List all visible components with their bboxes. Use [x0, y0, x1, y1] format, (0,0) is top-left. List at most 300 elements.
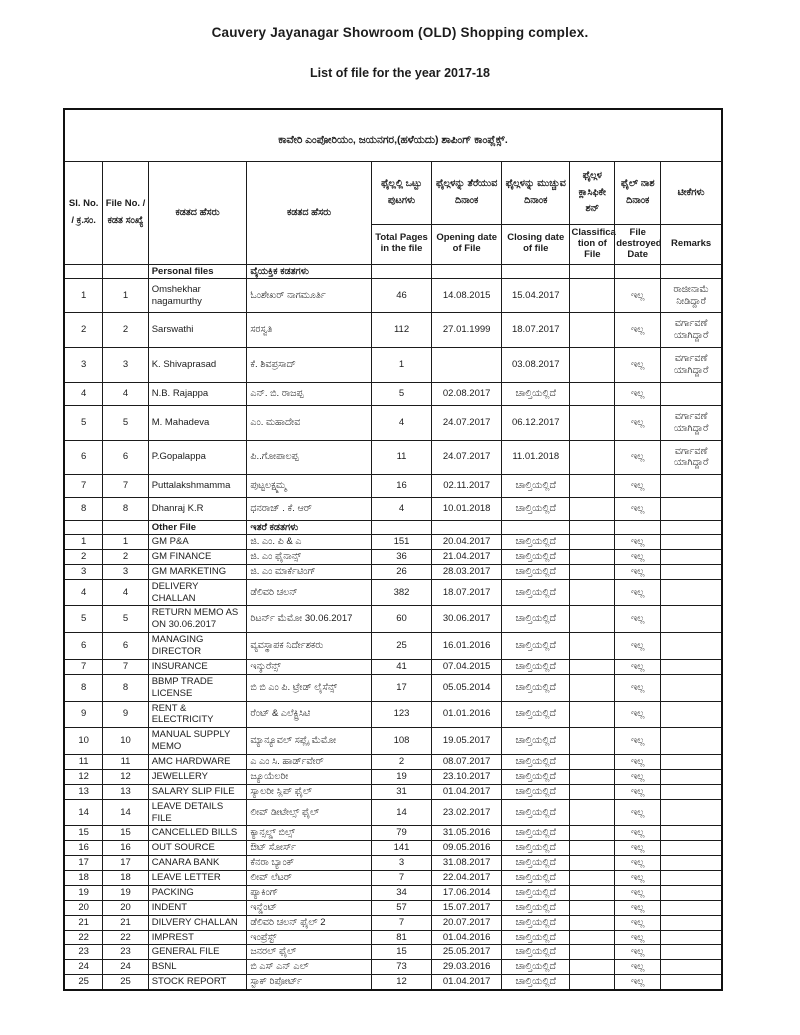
cell-pages: 15: [371, 945, 432, 960]
cell-name_kn: ಲೀವ್ ಡೀಟೇಲ್ಸ್ ಫೈಲ್: [247, 799, 371, 826]
section-empty-cell: [570, 521, 615, 535]
cell-remarks: [661, 498, 722, 521]
cell-sl: 4: [64, 579, 103, 606]
cell-name_kn: ಧನರಾಜ್ . ಕೆ. ಆರ್: [247, 498, 371, 521]
cell-classification: [570, 799, 615, 826]
cell-name_kn: ಜನರಲ್ ಫೈಲ್: [247, 945, 371, 960]
cell-sl: 2: [64, 549, 103, 564]
cell-classification: [570, 871, 615, 886]
table-row: [64, 535, 722, 550]
cell-opening: 24.07.2017: [432, 440, 502, 475]
document-subtitle: List of file for the year 2017-18: [310, 66, 490, 80]
cell-opening: 02.08.2017: [432, 382, 502, 405]
cell-classification: [570, 856, 615, 871]
cell-destroyed: ಇಲ್ಲ: [615, 701, 661, 728]
cell-closing: ಚಾಲ್ತಿಯಲ್ಲಿದೆ: [502, 945, 570, 960]
cell-classification: [570, 728, 615, 755]
cell-opening: 01.04.2016: [432, 930, 502, 945]
cell-pages: 31: [371, 784, 432, 799]
cell-destroyed: ಇಲ್ಲ: [615, 728, 661, 755]
section-label-kn: ಇತರೆ ಕಡತಗಳು: [247, 521, 371, 535]
cell-opening: [432, 348, 502, 383]
column-header-en-classification: Classifica tion of File: [570, 224, 615, 264]
cell-opening: 19.05.2017: [432, 728, 502, 755]
cell-classification: [570, 885, 615, 900]
column-header-name_kn: ಕಡತದ ಹೆಸರು: [247, 162, 371, 265]
column-header-en-destroyed: File destroyed Date: [615, 224, 661, 264]
cell-destroyed: ಇಲ್ಲ: [615, 975, 661, 990]
cell-sl: 3: [64, 564, 103, 579]
cell-remarks: [661, 915, 722, 930]
cell-opening: 09.05.2016: [432, 841, 502, 856]
cell-name_kn: ಸರಸ್ವತಿ: [247, 313, 371, 348]
cell-name_en: SALARY SLIP FILE: [148, 784, 247, 799]
cell-name_kn: ಪ್ಯಾಕಿಂಗ್: [247, 885, 371, 900]
cell-sl: 18: [64, 871, 103, 886]
cell-classification: [570, 945, 615, 960]
table-row: [64, 784, 722, 799]
cell-pages: 46: [371, 278, 432, 313]
cell-file_no: 13: [103, 784, 148, 799]
section-empty-cell: [103, 264, 148, 278]
section-empty-cell: [371, 264, 432, 278]
cell-file_no: 8: [103, 498, 148, 521]
table-body: [64, 264, 722, 990]
cell-closing: ಚಾಲ್ತಿಯಲ್ಲಿದೆ: [502, 871, 570, 886]
table-row: [64, 799, 722, 826]
cell-sl: 9: [64, 701, 103, 728]
cell-name_en: PACKING: [148, 885, 247, 900]
cell-name_kn: ಕೆ. ಶಿವಪ್ರಸಾದ್: [247, 348, 371, 383]
cell-name_kn: ಓಂಶೇಖರ್ ನಾಗಮೂರ್ತಿ: [247, 278, 371, 313]
table-row: [64, 856, 722, 871]
section-label-en: Other File: [148, 521, 247, 535]
cell-opening: 23.10.2017: [432, 769, 502, 784]
cell-opening: 20.07.2017: [432, 915, 502, 930]
cell-classification: [570, 278, 615, 313]
cell-name_en: INDENT: [148, 900, 247, 915]
cell-destroyed: ಇಲ್ಲ: [615, 930, 661, 945]
section-empty-cell: [615, 521, 661, 535]
cell-sl: 25: [64, 975, 103, 990]
cell-opening: 17.06.2014: [432, 885, 502, 900]
table-row: [64, 475, 722, 498]
cell-name_en: M. Mahadeva: [148, 405, 247, 440]
cell-closing: 03.08.2017: [502, 348, 570, 383]
cell-name_en: RETURN MEMO AS ON 30.06.2017: [148, 606, 247, 633]
cell-name_kn: ಪುಟ್ಟಲಕ್ಷ್ಮಮ್ಮ: [247, 475, 371, 498]
cell-classification: [570, 960, 615, 975]
cell-classification: [570, 313, 615, 348]
cell-name_en: N.B. Rajappa: [148, 382, 247, 405]
cell-file_no: 24: [103, 960, 148, 975]
cell-name_kn: ಮ್ಯಾನ್ಯೂವಲ್ ಸಪ್ಲೈ ಮೆಮೋ: [247, 728, 371, 755]
cell-remarks: [661, 856, 722, 871]
cell-file_no: 6: [103, 633, 148, 660]
cell-classification: [570, 841, 615, 856]
cell-opening: 23.02.2017: [432, 799, 502, 826]
cell-remarks: [661, 564, 722, 579]
cell-sl: 19: [64, 885, 103, 900]
table-row: [64, 440, 722, 475]
column-header-en-pages: Total Pages in the file: [371, 224, 432, 264]
table-row: [64, 769, 722, 784]
cell-sl: 21: [64, 915, 103, 930]
cell-pages: 12: [371, 975, 432, 990]
column-header-name_en: ಕಡತದ ಹೆಸರು: [148, 162, 247, 265]
cell-opening: 30.06.2017: [432, 606, 502, 633]
table-row: [64, 348, 722, 383]
cell-closing: ಚಾಲ್ತಿಯಲ್ಲಿದೆ: [502, 633, 570, 660]
cell-closing: ಚಾಲ್ತಿಯಲ್ಲಿದೆ: [502, 975, 570, 990]
cell-classification: [570, 930, 615, 945]
cell-classification: [570, 900, 615, 915]
cell-sl: 8: [64, 498, 103, 521]
column-header-sl: Sl. No. / ಕ್ರ.ಸಂ.: [64, 162, 103, 265]
cell-name_kn: ಔಟ್ ಸೋರ್ಸ್: [247, 841, 371, 856]
cell-file_no: 4: [103, 382, 148, 405]
cell-name_kn: ಎನ್. ಬಿ. ರಾಜಪ್ಪ: [247, 382, 371, 405]
cell-classification: [570, 579, 615, 606]
cell-destroyed: ಇಲ್ಲ: [615, 659, 661, 674]
cell-destroyed: ಇಲ್ಲ: [615, 475, 661, 498]
header-row-top: [64, 162, 722, 225]
table-row: [64, 945, 722, 960]
cell-file_no: 7: [103, 475, 148, 498]
table-row: [64, 871, 722, 886]
column-header-kn-closing: ಫೈಲ್ಗಳನ್ನು ಮುಚ್ಚುವ ದಿನಾಂಕ: [502, 162, 570, 225]
section-empty-cell: [502, 264, 570, 278]
cell-name_en: MANAGING DIRECTOR: [148, 633, 247, 660]
cell-closing: ಚಾಲ್ತಿಯಲ್ಲಿದೆ: [502, 826, 570, 841]
cell-remarks: [661, 930, 722, 945]
cell-destroyed: ಇಲ್ಲ: [615, 278, 661, 313]
column-header-kn-pages: ಫೈಲ್ಲಲ್ಲಿ ಒಟ್ಟು ಪುಟಗಳು: [371, 162, 432, 225]
cell-pages: 151: [371, 535, 432, 550]
cell-opening: 27.01.1999: [432, 313, 502, 348]
cell-name_en: CANCELLED BILLS: [148, 826, 247, 841]
cell-name_en: GENERAL FILE: [148, 945, 247, 960]
cell-destroyed: ಇಲ್ಲ: [615, 633, 661, 660]
table-caption-row: [64, 109, 722, 162]
cell-file_no: 22: [103, 930, 148, 945]
cell-sl: 11: [64, 755, 103, 770]
cell-classification: [570, 915, 615, 930]
cell-name_kn: ಇನ್ಡೆಂಟ್: [247, 900, 371, 915]
cell-classification: [570, 769, 615, 784]
cell-remarks: [661, 784, 722, 799]
cell-classification: [570, 674, 615, 701]
cell-pages: 81: [371, 930, 432, 945]
section-empty-cell: [103, 521, 148, 535]
cell-remarks: [661, 769, 722, 784]
cell-closing: ಚಾಲ್ತಿಯಲ್ಲಿದೆ: [502, 769, 570, 784]
cell-destroyed: ಇಲ್ಲ: [615, 579, 661, 606]
cell-closing: ಚಾಲ್ತಿಯಲ್ಲಿದೆ: [502, 535, 570, 550]
cell-sl: 5: [64, 405, 103, 440]
cell-classification: [570, 564, 615, 579]
cell-classification: [570, 348, 615, 383]
cell-closing: 15.04.2017: [502, 278, 570, 313]
cell-sl: 1: [64, 535, 103, 550]
cell-closing: ಚಾಲ್ತಿಯಲ್ಲಿದೆ: [502, 755, 570, 770]
cell-pages: 79: [371, 826, 432, 841]
cell-closing: ಚಾಲ್ತಿಯಲ್ಲಿದೆ: [502, 382, 570, 405]
cell-sl: 23: [64, 945, 103, 960]
cell-name_en: Dhanraj K.R: [148, 498, 247, 521]
cell-name_en: INSURANCE: [148, 659, 247, 674]
table-row: [64, 885, 722, 900]
table-row: [64, 755, 722, 770]
column-header-en-closing: Closing date of file: [502, 224, 570, 264]
table-row: [64, 915, 722, 930]
cell-name_en: CANARA BANK: [148, 856, 247, 871]
cell-name_kn: ವ್ಯವಸ್ಥಾಪಕ ನಿರ್ದೇಶಕರು: [247, 633, 371, 660]
cell-name_kn: ಬಿ ಬಿ ಎಂ ಪಿ. ಟ್ರೇಡ್ ಲೈಸೆನ್ಸ್: [247, 674, 371, 701]
cell-file_no: 3: [103, 348, 148, 383]
section-empty-cell: [371, 521, 432, 535]
cell-classification: [570, 405, 615, 440]
cell-closing: ಚಾಲ್ತಿಯಲ್ಲಿದೆ: [502, 900, 570, 915]
table-row: [64, 405, 722, 440]
cell-destroyed: ಇಲ್ಲ: [615, 871, 661, 886]
cell-name_kn: ಸ್ಟಾಕ್ ರಿಪೋರ್ಟ್: [247, 975, 371, 990]
table-row: [64, 498, 722, 521]
cell-pages: 123: [371, 701, 432, 728]
cell-closing: 18.07.2017: [502, 313, 570, 348]
table-row: [64, 564, 722, 579]
cell-file_no: 8: [103, 674, 148, 701]
cell-name_kn: ಕ್ಯಾನ್ಸಲ್ಡ್ ಬಿಲ್ಸ್: [247, 826, 371, 841]
cell-file_no: 25: [103, 975, 148, 990]
cell-classification: [570, 784, 615, 799]
section-empty-cell: [661, 521, 722, 535]
cell-closing: ಚಾಲ್ತಿಯಲ್ಲಿದೆ: [502, 915, 570, 930]
column-header-kn-remarks: ಟೀಕೆಗಳು: [661, 162, 722, 225]
column-header-kn-opening: ಫೈಲ್ಗಳನ್ನು ತೆರೆಯುವ ದಿನಾಂಕ: [432, 162, 502, 225]
table-row: [64, 701, 722, 728]
cell-file_no: 23: [103, 945, 148, 960]
cell-sl: 3: [64, 348, 103, 383]
cell-name_kn: ಎ ಎಂ ಸಿ. ಹಾರ್ಡ್‌ವೇರ್: [247, 755, 371, 770]
cell-classification: [570, 701, 615, 728]
cell-sl: 5: [64, 606, 103, 633]
cell-sl: 8: [64, 674, 103, 701]
cell-destroyed: ಇಲ್ಲ: [615, 960, 661, 975]
cell-opening: 24.07.2017: [432, 405, 502, 440]
cell-pages: 4: [371, 498, 432, 521]
cell-closing: ಚಾಲ್ತಿಯಲ್ಲಿದೆ: [502, 579, 570, 606]
section-label-kn: ವೈಯಕ್ತಿಕ ಕಡತಗಳು: [247, 264, 371, 278]
cell-name_en: JEWELLERY: [148, 769, 247, 784]
cell-opening: 16.01.2016: [432, 633, 502, 660]
table-header: [64, 109, 722, 264]
cell-remarks: [661, 841, 722, 856]
cell-classification: [570, 606, 615, 633]
cell-opening: 02.11.2017: [432, 475, 502, 498]
cell-remarks: [661, 701, 722, 728]
cell-closing: ಚಾಲ್ತಿಯಲ್ಲಿದೆ: [502, 784, 570, 799]
table-row: [64, 278, 722, 313]
cell-remarks: [661, 549, 722, 564]
cell-name_en: OUT SOURCE: [148, 841, 247, 856]
table-row: [64, 659, 722, 674]
cell-file_no: 21: [103, 915, 148, 930]
cell-file_no: 19: [103, 885, 148, 900]
cell-opening: 05.05.2014: [432, 674, 502, 701]
column-header-kn-destroyed: ಫೈಲ್ ನಾಶ ದಿನಾಂಕ: [615, 162, 661, 225]
cell-destroyed: ಇಲ್ಲ: [615, 799, 661, 826]
cell-classification: [570, 659, 615, 674]
cell-opening: 07.04.2015: [432, 659, 502, 674]
cell-remarks: [661, 960, 722, 975]
cell-remarks: ವರ್ಗಾವಣೆ ಯಾಗಿದ್ದಾರೆ: [661, 348, 722, 383]
cell-opening: 25.05.2017: [432, 945, 502, 960]
cell-name_kn: ಇನ್ಶುರೆನ್ಸ್: [247, 659, 371, 674]
cell-closing: ಚಾಲ್ತಿಯಲ್ಲಿದೆ: [502, 856, 570, 871]
cell-remarks: [661, 975, 722, 990]
cell-name_kn: ಬಿ ಎಸ್ ಎನ್ ಎಲ್: [247, 960, 371, 975]
cell-destroyed: ಇಲ್ಲ: [615, 440, 661, 475]
cell-pages: 26: [371, 564, 432, 579]
cell-file_no: 1: [103, 278, 148, 313]
cell-opening: 28.03.2017: [432, 564, 502, 579]
table-row: [64, 633, 722, 660]
cell-name_kn: ಜ್ಯೂಯೆಲರೀ: [247, 769, 371, 784]
cell-sl: 10: [64, 728, 103, 755]
cell-remarks: [661, 382, 722, 405]
cell-name_en: K. Shivaprasad: [148, 348, 247, 383]
section-empty-cell: [615, 264, 661, 278]
cell-remarks: [661, 535, 722, 550]
cell-classification: [570, 382, 615, 405]
section-empty-cell: [502, 521, 570, 535]
cell-pages: 17: [371, 674, 432, 701]
cell-pages: 25: [371, 633, 432, 660]
cell-classification: [570, 535, 615, 550]
cell-opening: 01.01.2016: [432, 701, 502, 728]
cell-classification: [570, 498, 615, 521]
cell-name_kn: ಜಿ. ಎಂ. ಪಿ & ಎ: [247, 535, 371, 550]
cell-name_kn: ಪಿ..ಗೋಪಾಲಪ್ಪ: [247, 440, 371, 475]
column-header-en-opening: Opening date of File: [432, 224, 502, 264]
cell-destroyed: ಇಲ್ಲ: [615, 549, 661, 564]
cell-name_en: DILVERY CHALLAN: [148, 915, 247, 930]
cell-opening: 31.05.2016: [432, 826, 502, 841]
cell-remarks: [661, 728, 722, 755]
cell-file_no: 14: [103, 799, 148, 826]
cell-file_no: 5: [103, 606, 148, 633]
cell-file_no: 1: [103, 535, 148, 550]
section-empty-cell: [432, 264, 502, 278]
cell-name_en: MANUAL SUPPLY MEMO: [148, 728, 247, 755]
cell-pages: 4: [371, 405, 432, 440]
cell-remarks: [661, 633, 722, 660]
section-empty-cell: [432, 521, 502, 535]
cell-name_kn: ಡೆಲಿವರಿ ಚಲನ್: [247, 579, 371, 606]
cell-name_en: DELIVERY CHALLAN: [148, 579, 247, 606]
cell-destroyed: ಇಲ್ಲ: [615, 535, 661, 550]
cell-name_en: Sarswathi: [148, 313, 247, 348]
cell-pages: 57: [371, 900, 432, 915]
cell-destroyed: ಇಲ್ಲ: [615, 674, 661, 701]
cell-file_no: 2: [103, 313, 148, 348]
cell-pages: 19: [371, 769, 432, 784]
cell-pages: 5: [371, 382, 432, 405]
cell-remarks: ವರ್ಗಾವಣೆ ಯಾಗಿದ್ದಾರೆ: [661, 313, 722, 348]
table-row: [64, 841, 722, 856]
cell-file_no: 3: [103, 564, 148, 579]
cell-sl: 24: [64, 960, 103, 975]
cell-closing: ಚಾಲ್ತಿಯಲ್ಲಿದೆ: [502, 930, 570, 945]
cell-opening: 22.04.2017: [432, 871, 502, 886]
cell-remarks: [661, 871, 722, 886]
cell-pages: 3: [371, 856, 432, 871]
cell-name_en: Omshekhar nagamurthy: [148, 278, 247, 313]
cell-remarks: [661, 900, 722, 915]
cell-destroyed: ಇಲ್ಲ: [615, 405, 661, 440]
cell-classification: [570, 475, 615, 498]
cell-file_no: 4: [103, 579, 148, 606]
cell-sl: 6: [64, 440, 103, 475]
cell-file_no: 16: [103, 841, 148, 856]
cell-pages: 7: [371, 915, 432, 930]
cell-name_en: P.Gopalappa: [148, 440, 247, 475]
cell-opening: 21.04.2017: [432, 549, 502, 564]
section-label-en: Personal files: [148, 264, 247, 278]
cell-destroyed: ಇಲ್ಲ: [615, 769, 661, 784]
document-title: Cauvery Jayanagar Showroom (OLD) Shopping complex.: [211, 25, 589, 40]
cell-opening: 29.03.2016: [432, 960, 502, 975]
cell-name_en: STOCK REPORT: [148, 975, 247, 990]
cell-destroyed: ಇಲ್ಲ: [615, 945, 661, 960]
cell-pages: 60: [371, 606, 432, 633]
cell-remarks: [661, 659, 722, 674]
cell-sl: 4: [64, 382, 103, 405]
cell-destroyed: ಇಲ್ಲ: [615, 564, 661, 579]
cell-remarks: ರಾಜೀನಾಮೆ ನೀಡಿದ್ದಾರೆ: [661, 278, 722, 313]
cell-opening: 18.07.2017: [432, 579, 502, 606]
section-header-personal: [64, 264, 722, 278]
cell-file_no: 7: [103, 659, 148, 674]
cell-file_no: 2: [103, 549, 148, 564]
table-row: [64, 930, 722, 945]
cell-opening: 20.04.2017: [432, 535, 502, 550]
cell-pages: 34: [371, 885, 432, 900]
cell-name_en: GM MARKETING: [148, 564, 247, 579]
cell-name_kn: ರೆಂಟ್ & ಎಲೆಕ್ಟ್ರಿಸಿಟಿ: [247, 701, 371, 728]
cell-pages: 2: [371, 755, 432, 770]
cell-opening: 31.08.2017: [432, 856, 502, 871]
cell-sl: 2: [64, 313, 103, 348]
cell-closing: ಚಾಲ್ತಿಯಲ್ಲಿದೆ: [502, 728, 570, 755]
cell-pages: 36: [371, 549, 432, 564]
cell-classification: [570, 440, 615, 475]
cell-remarks: ವರ್ಗಾವಣೆ ಯಾಗಿದ್ದಾರೆ: [661, 440, 722, 475]
table-row: [64, 826, 722, 841]
cell-name_en: AMC HARDWARE: [148, 755, 247, 770]
cell-sl: 6: [64, 633, 103, 660]
cell-name_en: GM P&A: [148, 535, 247, 550]
cell-remarks: [661, 579, 722, 606]
cell-sl: 12: [64, 769, 103, 784]
cell-sl: 7: [64, 659, 103, 674]
cell-opening: 01.04.2017: [432, 975, 502, 990]
cell-name_en: BBMP TRADE LICENSE: [148, 674, 247, 701]
cell-classification: [570, 549, 615, 564]
cell-remarks: [661, 799, 722, 826]
cell-opening: 14.08.2015: [432, 278, 502, 313]
